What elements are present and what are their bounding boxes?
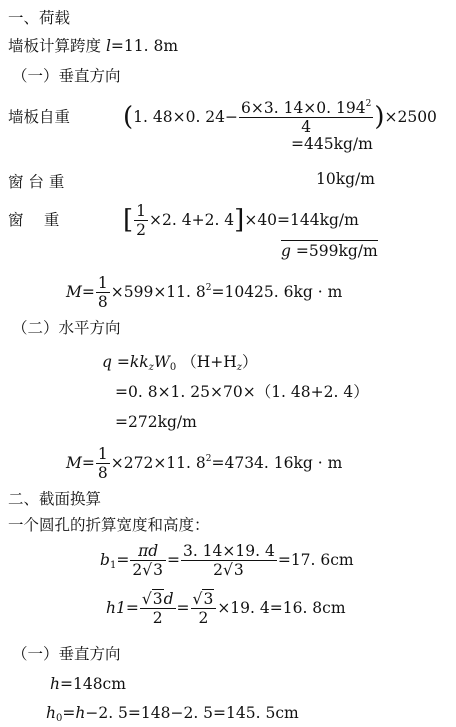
b1-f1-den-radicand: 3: [153, 561, 163, 580]
hole-description-text: 一个圆孔的折算宽度和高度：: [8, 516, 210, 534]
subsection-vertical: [12, 64, 121, 86]
h0-equals: =: [62, 704, 76, 722]
wall-fraction-numerator: [239, 100, 373, 118]
h1-result: ×19. 4=16. 8cm: [217, 598, 346, 617]
window-weight-line: [8, 203, 359, 239]
h1-f2-num-radicand: 3: [203, 590, 214, 608]
section-title-loads-text: 一、荷载: [8, 9, 71, 27]
b1-f2-den-radicand: 3: [233, 561, 244, 580]
subsection-vertical-2-text: （一）垂直方向: [12, 645, 121, 663]
h1-fraction-2: [191, 591, 217, 627]
h-value: =148cm: [59, 675, 126, 693]
sill-value: [316, 170, 375, 188]
wall-weight-line: [8, 100, 437, 136]
span-label: 墙板计算跨度: [8, 37, 106, 55]
window-fraction-numerator: 1: [136, 202, 147, 220]
b1-result: =17. 6cm: [277, 550, 354, 569]
span-line: [8, 34, 178, 56]
wall-result-text: =445kg/m: [291, 135, 373, 153]
b1-equals: =: [116, 550, 130, 569]
q-substitution-text: =0. 8×1. 25×70×（1. 48+2. 4）: [115, 383, 369, 401]
subsection-horizontal: [12, 316, 121, 338]
bracket-close: ): [374, 101, 385, 132]
section-title-loads: [8, 6, 70, 28]
sill-label: [8, 170, 64, 192]
m1-expression: ×599×11. 8: [110, 282, 206, 301]
h0-variable: h: [46, 704, 56, 722]
b1-fraction-2-denominator: [181, 561, 277, 578]
sill-label-text: 窗 台 重: [8, 173, 65, 191]
total-g-line: [281, 240, 378, 260]
subsection-vertical-2: [12, 642, 121, 664]
sqrt-icon: √: [141, 590, 152, 608]
wall-expr-a: 1. 48×0. 24−: [133, 107, 239, 126]
window-expr-a: ×2. 4+2. 4: [149, 210, 235, 229]
h-variable: h: [50, 675, 60, 693]
m2-result: =4734. 16kg · m: [211, 453, 343, 472]
b1-variable: b: [100, 550, 110, 569]
wall-fraction-exponent: 2: [365, 99, 372, 109]
b1-formula-line: [100, 543, 354, 579]
sqrt-icon: √: [222, 561, 233, 580]
q-paren-open: （H+H: [181, 353, 237, 371]
wall-fraction: [239, 100, 373, 136]
h1-formula-line: [106, 591, 346, 627]
section-title-conversion-text: 二、截面换算: [8, 490, 102, 508]
m1-fraction-numerator: 1: [97, 274, 108, 292]
bracket-open: (: [123, 101, 134, 132]
q-k-coefficients: kk: [129, 353, 149, 371]
wall-fraction-denominator: 4: [301, 118, 312, 137]
g-variable: g: [281, 242, 291, 260]
m1-fraction-denominator: 8: [97, 293, 108, 312]
q-result-line: [115, 413, 197, 431]
m2-exponent: 2: [205, 453, 212, 464]
h1-variable: h1=: [106, 598, 139, 617]
h1-fraction-1: [140, 591, 176, 627]
m1-result: =10425. 6kg · m: [211, 282, 343, 301]
subsection-horizontal-text: （二）水平方向: [12, 319, 121, 337]
q-z-subscript: z: [148, 362, 154, 373]
q-substitution-line: [115, 380, 369, 402]
window-expr-b: ×40=144kg/m: [244, 210, 359, 229]
b1-fraction-1: [130, 543, 166, 579]
wall-expr-b: ×2500: [384, 107, 437, 126]
b1-fraction-1-numerator: πd: [130, 543, 166, 561]
h1-fraction-1-denominator: 2: [152, 609, 163, 628]
b1-subscript: 1: [109, 559, 117, 571]
b1-fraction-2: [181, 543, 277, 579]
m2-equals: =: [81, 453, 95, 472]
h1-f1-num-d: d: [163, 590, 174, 608]
b1-equals-2: =: [166, 550, 180, 569]
hole-description: [8, 513, 210, 535]
m1-exponent: 2: [205, 282, 212, 293]
sqrt-icon: √: [142, 561, 153, 580]
m1-equals: =: [81, 282, 95, 301]
subsection-vertical-text: （一）垂直方向: [12, 67, 121, 85]
q-formula-line: [102, 350, 258, 373]
h1-equals-2: =: [176, 598, 190, 617]
wall-weight-label: 墙板自重: [8, 107, 71, 126]
b1-f2-den-coef: 2: [213, 561, 223, 580]
moment-1-line: [66, 275, 342, 311]
sqrt-icon: √: [192, 590, 203, 608]
span-variable: l: [105, 37, 111, 55]
m2-fraction-numerator: 1: [97, 445, 108, 463]
q-equals: =: [111, 353, 130, 371]
window-fraction-denominator: 2: [136, 221, 147, 240]
q-paren-subscript: z: [236, 362, 242, 373]
wall-fraction-numerator-text: 6×3. 14×0. 194: [241, 99, 366, 117]
moment-2-line: [66, 446, 342, 482]
m2-fraction-denominator: 8: [97, 464, 108, 483]
q-variable: q: [102, 353, 112, 371]
g-value: =599kg/m: [295, 242, 378, 260]
b1-fraction-1-denominator: [130, 561, 166, 578]
q-paren-close: ）: [242, 353, 258, 371]
window-bracket-close: ]: [234, 204, 245, 235]
window-bracket-open: [: [123, 204, 134, 235]
h1-fraction-2-denominator: 2: [198, 609, 209, 628]
q-w-subscript: 0: [169, 362, 177, 373]
m1-fraction: [96, 275, 110, 311]
span-value: =11. 8m: [110, 37, 179, 55]
window-label: 窗 重: [8, 210, 60, 229]
sill-value-text: 10kg/m: [316, 170, 375, 188]
h0-h-variable: h: [75, 704, 86, 722]
q-result-text: =272kg/m: [115, 413, 197, 431]
h1-fraction-1-numerator: [140, 591, 176, 609]
h0-value: −2. 5=148−2. 5=145. 5cm: [85, 704, 299, 722]
h0-value-line: [46, 704, 299, 724]
section-title-conversion: [8, 487, 101, 509]
q-w-variable: W: [153, 353, 170, 371]
h-value-line: [50, 675, 126, 693]
h1-f1-num-radicand: 3: [152, 590, 163, 608]
h0-subscript: 0: [55, 713, 63, 724]
m2-fraction: [96, 446, 110, 482]
m2-expression: ×272×11. 8: [110, 453, 206, 472]
h1-fraction-2-numerator: [191, 591, 217, 609]
b1-f1-den-coef: 2: [132, 561, 143, 580]
m1-variable: M: [66, 282, 82, 301]
b1-fraction-2-numerator: 3. 14×19. 4: [182, 542, 275, 560]
window-fraction: [134, 203, 148, 239]
m2-variable: M: [66, 453, 82, 472]
wall-result: [291, 135, 373, 153]
